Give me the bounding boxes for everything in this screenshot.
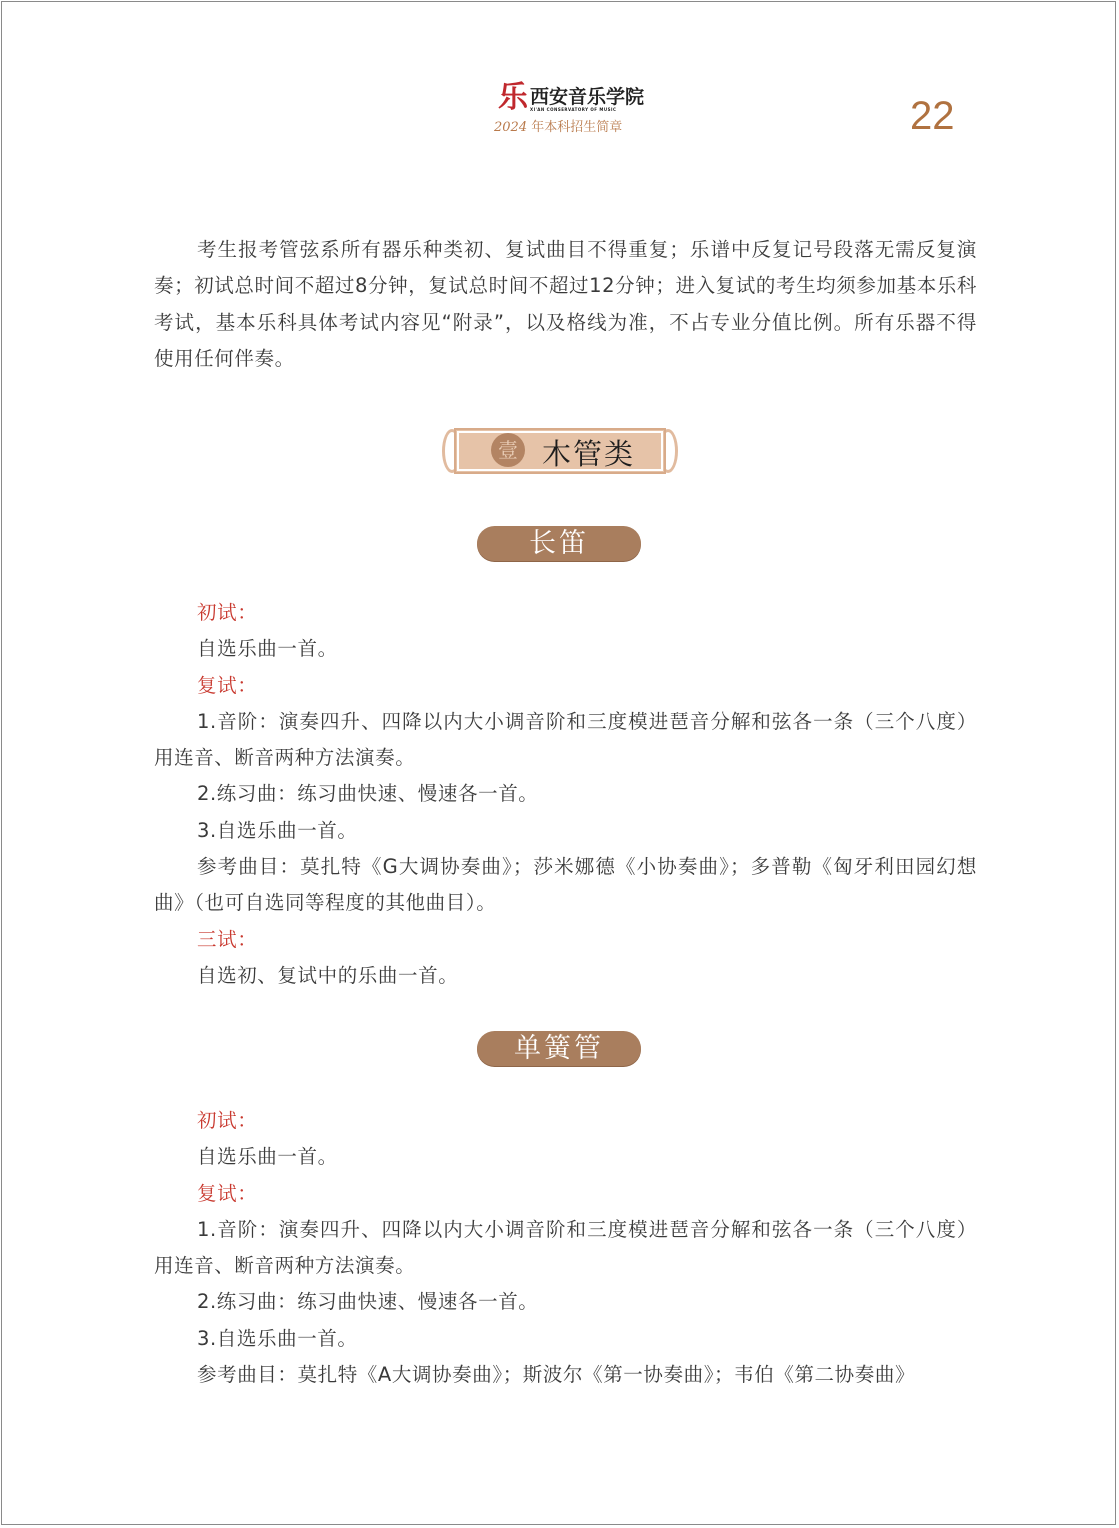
school-name-en: XI'AN CONSERVATORY OF MUSIC [530,107,617,112]
section-title-clarinet: 单簧管 [477,1031,641,1066]
seal-icon: 乐 [498,80,528,115]
document-page [1,1,1116,1525]
first-round-label: 初试： [197,601,258,624]
requirement-item: 1.音阶：演奏四升、四降以内大小调音阶和三度模进琶音分解和弦各一条（三个八度）用连音、断音两种方法演奏。 [154,1217,977,1278]
page-number: 22 [910,94,955,138]
school-logo [494,80,648,136]
second-round-label: 复试： [197,673,258,697]
intro-text: 考生报考管弦系所有器乐种类初、复试曲目不得重复；乐谱中反复记号段落无需反复演奏；初试总时间不超过8分钟，复试总时间不超过12分钟；进入复试的考生均须参加基本乐科考试，基本乐科具体考试内容见“附录”，以及格线为准，不占专业分值比例。所有乐器不得使用任何伴奏。 [154,238,977,370]
reference-pieces: 参考曲目：莫扎特《A大调协奏曲》；斯波尔《第一协奏曲》；韦伯《第二协奏曲》 [197,1363,916,1387]
intro-paragraph [154,232,977,377]
school-name: 西安音乐学院 [530,86,645,108]
category-number-badge: 壹 [491,433,525,467]
first-round-text: 自选乐曲一首。 [197,637,338,661]
requirement-item: 3.自选乐曲一首。 [197,1326,358,1350]
section-title-flute: 长笛 [477,526,641,561]
requirement-item: 1.音阶：演奏四升、四降以内大小调音阶和三度模进琶音分解和弦各一条（三个八度）用连音、断音两种方法演奏。 [154,709,977,770]
requirement-item: 3.自选乐曲一首。 [197,818,358,842]
flute-section [154,595,977,994]
first-round-text: 自选乐曲一首。 [197,1145,338,1169]
third-round-label: 三试： [197,927,258,951]
requirement-item: 2.练习曲：练习曲快速、慢速各一首。 [197,782,539,806]
first-round-label: 初试： [197,1109,258,1132]
third-round-text: 自选初、复试中的乐曲一首。 [197,963,459,987]
category-title: 木管类 [542,437,636,471]
reference-pieces: 参考曲目：莫扎特《G大调协奏曲》；莎米娜德《小协奏曲》；多普勒《匈牙利田园幻想曲》（也可自选同等程度的其他曲目）。 [154,855,977,915]
year: 2024 [494,120,528,135]
category-banner [442,425,678,477]
second-round-label: 复试： [197,1181,258,1205]
clarinet-section [154,1103,977,1393]
requirement-item: 2.练习曲：练习曲快速、慢速各一首。 [197,1290,539,1314]
subtitle-text: 年本科招生简章 [531,120,623,135]
brochure-subtitle [494,116,622,135]
